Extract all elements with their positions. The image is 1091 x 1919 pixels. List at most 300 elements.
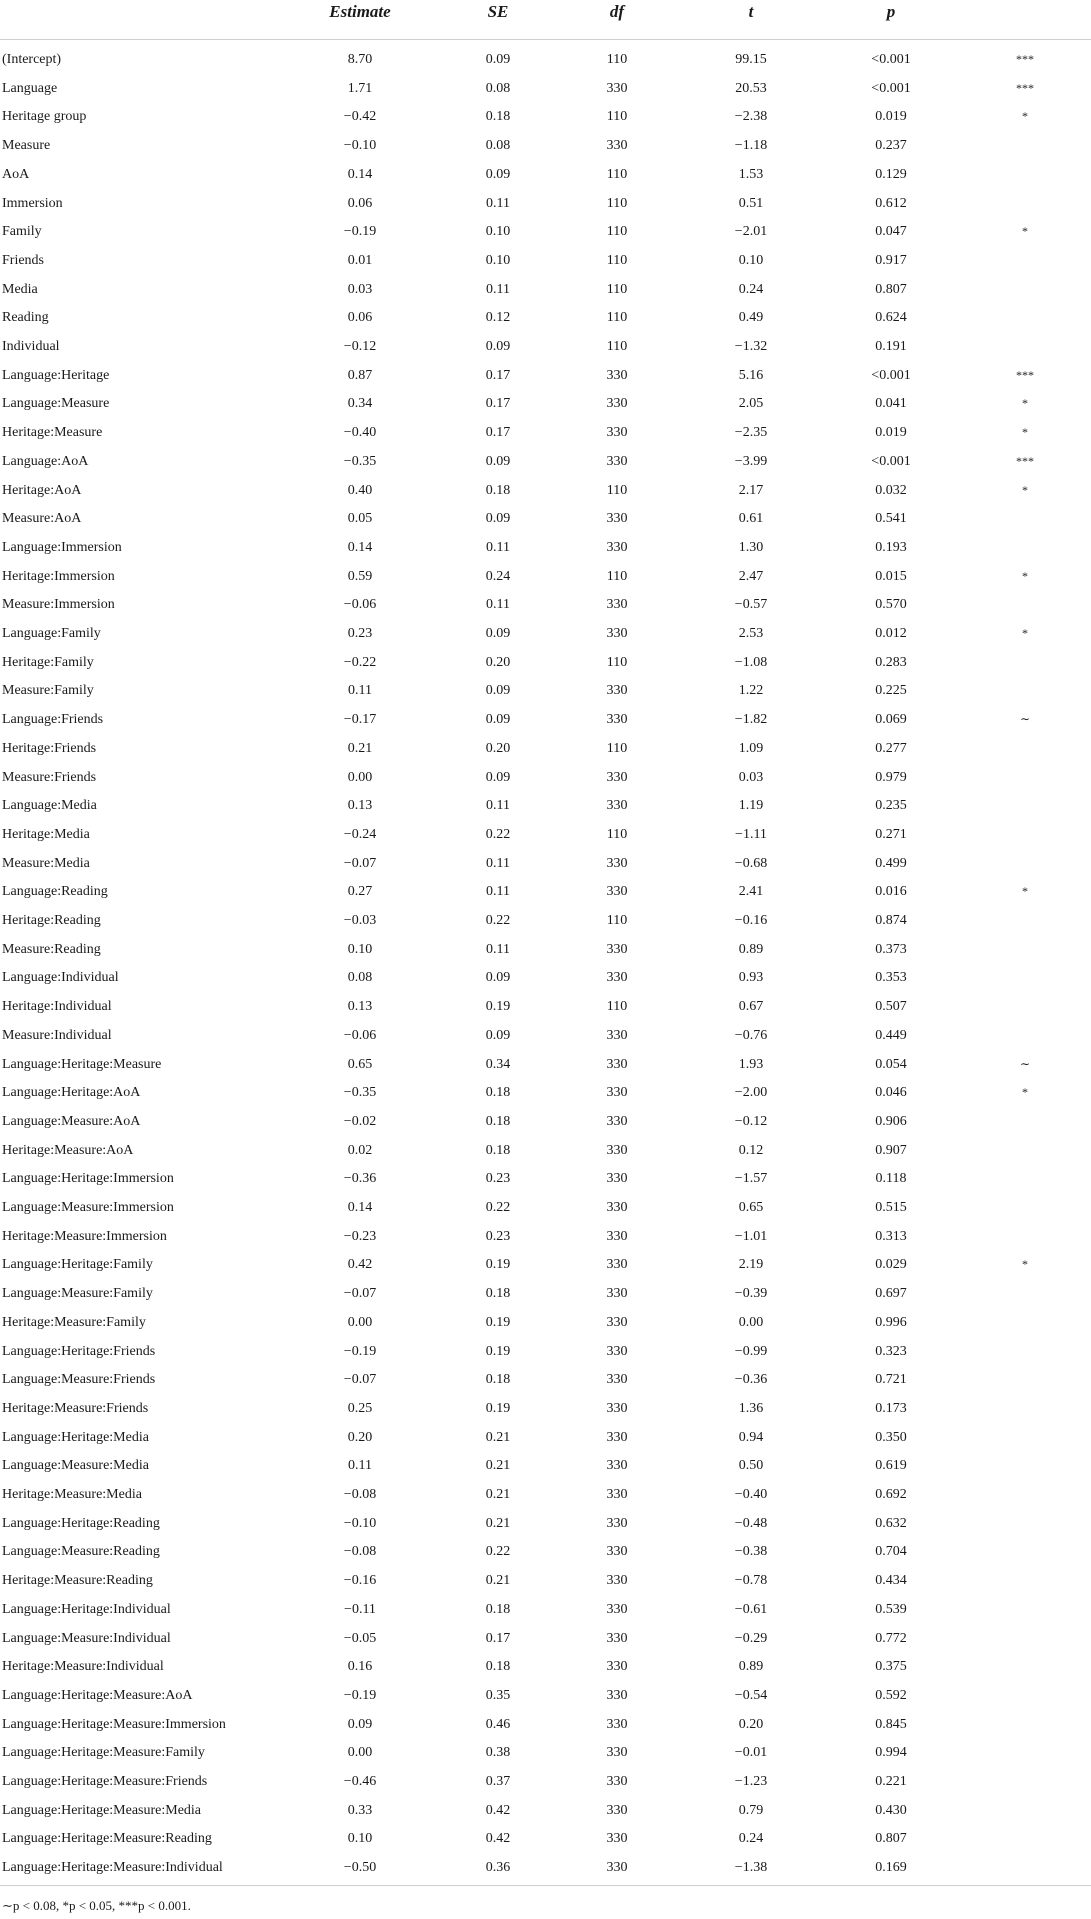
table-row	[0, 282, 1091, 311]
df-cell: 330	[606, 1314, 628, 1330]
t-cell: 0.67	[738, 999, 764, 1015]
estimate-cell: 0.05	[347, 511, 373, 527]
df-cell: 110	[606, 224, 628, 240]
estimate-cell: 0.09	[347, 1716, 373, 1732]
t-cell: 0.65	[738, 1200, 764, 1215]
p-cell: 0.592	[875, 1687, 907, 1703]
se-cell: 0.09	[485, 769, 511, 785]
table-row	[0, 1085, 1091, 1114]
estimate-cell: 0.59	[347, 568, 373, 584]
row-label: Language:Measure:AoA	[2, 1113, 141, 1129]
estimate-cell: 0.14	[347, 539, 373, 555]
row-label: Heritage group	[2, 109, 87, 125]
t-cell: 5.16	[738, 367, 764, 383]
estimate-cell: 0.08	[347, 970, 373, 986]
estimate-cell: −0.19	[343, 224, 377, 240]
estimate-cell: −0.08	[343, 1487, 377, 1502]
estimate-cell: 0.65	[347, 1056, 373, 1072]
se-cell: 0.19	[485, 1400, 511, 1416]
se-cell: 0.10	[485, 252, 511, 268]
estimate-cell: −0.42	[343, 109, 377, 125]
estimate-cell: 0.10	[347, 941, 373, 957]
p-cell: 0.539	[875, 1601, 907, 1617]
p-cell: 0.874	[875, 913, 907, 928]
p-cell: 0.375	[875, 1659, 907, 1675]
estimate-cell: −0.22	[343, 654, 377, 670]
se-cell: 0.09	[485, 511, 511, 527]
se-cell: 0.09	[485, 1027, 511, 1043]
table-row	[0, 1401, 1091, 1430]
t-cell: 0.03	[738, 769, 764, 785]
se-cell: 0.23	[485, 1171, 511, 1187]
se-cell: 0.21	[485, 1573, 511, 1589]
row-label: Friends	[2, 252, 44, 268]
df-cell: 330	[606, 1802, 628, 1818]
estimate-cell: 0.27	[347, 884, 373, 900]
df-cell: 330	[606, 1573, 628, 1589]
estimate-cell: 0.00	[347, 1314, 373, 1330]
table-header	[0, 0, 1091, 40]
p-cell: 0.237	[875, 138, 907, 154]
se-cell: 0.34	[485, 1056, 511, 1072]
estimate-cell: −0.19	[343, 1343, 377, 1359]
df-cell: 110	[606, 339, 628, 354]
p-cell: 0.235	[875, 798, 907, 814]
row-label: Heritage:Reading	[2, 913, 101, 928]
df-cell: 330	[606, 396, 628, 412]
estimate-cell: 0.03	[347, 281, 373, 297]
se-cell: 0.42	[485, 1831, 511, 1847]
df-cell: 330	[606, 1257, 628, 1273]
df-cell: 330	[606, 138, 628, 154]
df-cell: 330	[606, 798, 628, 814]
df-cell: 110	[606, 740, 628, 756]
p-cell: 0.430	[875, 1802, 907, 1818]
header-df: df	[609, 2, 625, 21]
p-cell: 0.283	[875, 654, 907, 670]
se-cell: 0.11	[486, 798, 510, 814]
table-row	[0, 52, 1091, 81]
table-row	[0, 1458, 1091, 1487]
table-row	[0, 425, 1091, 454]
table-row	[0, 1688, 1091, 1717]
estimate-cell: −0.08	[343, 1544, 377, 1560]
t-cell: 0.89	[738, 941, 764, 957]
t-cell: 1.22	[738, 683, 764, 699]
df-cell: 330	[606, 626, 628, 641]
se-cell: 0.24	[485, 568, 511, 584]
row-label: Measure:AoA	[2, 511, 82, 527]
p-cell: 0.019	[875, 425, 907, 441]
table-row	[0, 1430, 1091, 1459]
row-label: Immersion	[2, 195, 63, 211]
significance-cell: ∼	[1019, 712, 1031, 727]
df-cell: 330	[606, 1687, 628, 1703]
t-cell: 0.24	[738, 1831, 764, 1847]
df-cell: 330	[606, 425, 628, 441]
table-row	[0, 597, 1091, 626]
se-cell: 0.35	[485, 1687, 511, 1703]
p-cell: 0.704	[875, 1544, 907, 1560]
table-row	[0, 1745, 1091, 1774]
df-cell: 330	[606, 1343, 628, 1359]
table-row	[0, 109, 1091, 138]
df-cell: 330	[606, 1860, 628, 1876]
table-footnote: ∼p < 0.08, *p < 0.05, ***p < 0.001.	[2, 1898, 191, 1913]
table-row	[0, 770, 1091, 799]
df-cell: 330	[606, 1372, 628, 1388]
se-cell: 0.22	[485, 1200, 511, 1215]
row-label: Language:Measure:Individual	[2, 1630, 171, 1646]
se-cell: 0.21	[485, 1515, 511, 1531]
se-cell: 0.18	[485, 1085, 511, 1101]
t-cell: −1.08	[734, 654, 768, 670]
df-cell: 330	[606, 970, 628, 986]
table-row	[0, 81, 1091, 110]
estimate-cell: −0.03	[343, 913, 377, 928]
df-cell: 330	[606, 453, 628, 469]
df-cell: 330	[606, 1228, 628, 1244]
row-label: Language:Measure:Friends	[2, 1372, 156, 1388]
table-row	[0, 1631, 1091, 1660]
t-cell: 2.41	[738, 884, 764, 900]
p-cell: 0.772	[875, 1630, 907, 1646]
table-row	[0, 196, 1091, 225]
table-row	[0, 1200, 1091, 1229]
p-cell: 0.069	[875, 712, 907, 728]
se-cell: 0.21	[485, 1458, 511, 1474]
se-cell: 0.19	[485, 999, 511, 1015]
estimate-cell: −0.36	[343, 1171, 377, 1187]
t-cell: 0.94	[738, 1429, 764, 1445]
estimate-cell: −0.11	[344, 1601, 376, 1617]
row-label: Family	[2, 224, 42, 240]
row-label: Language:Measure:Media	[2, 1458, 149, 1474]
se-cell: 0.19	[485, 1314, 511, 1330]
row-label: Language:Heritage:Measure:AoA	[2, 1687, 193, 1703]
t-cell: 0.79	[738, 1802, 764, 1818]
table-row	[0, 856, 1091, 885]
table-row	[0, 798, 1091, 827]
se-cell: 0.09	[485, 683, 511, 699]
header-t: t	[748, 2, 754, 21]
t-cell: 1.93	[738, 1056, 764, 1072]
table-row	[0, 454, 1091, 483]
t-cell: 2.53	[738, 626, 764, 641]
df-cell: 330	[606, 1458, 628, 1474]
se-cell: 0.37	[485, 1774, 511, 1789]
df-cell: 330	[606, 1659, 628, 1675]
table-row	[0, 626, 1091, 655]
se-cell: 0.11	[486, 597, 510, 613]
significance-cell: ***	[1016, 52, 1034, 66]
estimate-cell: −0.24	[343, 826, 377, 842]
estimate-cell: 0.16	[347, 1659, 373, 1675]
significance-cell: *	[1022, 626, 1028, 640]
row-label: Language:Measure:Immersion	[2, 1200, 174, 1215]
t-cell: 2.17	[738, 482, 764, 498]
p-cell: 0.350	[875, 1429, 907, 1445]
row-label: Heritage:Media	[2, 826, 90, 842]
df-cell: 110	[606, 826, 628, 842]
table-row	[0, 712, 1091, 741]
table-row	[0, 1516, 1091, 1545]
p-cell: 0.225	[875, 683, 907, 699]
t-cell: −0.40	[734, 1487, 768, 1502]
df-cell: 110	[606, 913, 628, 928]
p-cell: 0.807	[875, 281, 907, 297]
row-label: Language:Heritage:Immersion	[2, 1171, 174, 1187]
t-cell: −0.54	[734, 1687, 768, 1703]
estimate-cell: 0.87	[347, 367, 373, 383]
se-cell: 0.17	[485, 425, 511, 441]
t-cell: −0.39	[734, 1286, 768, 1302]
se-cell: 0.09	[485, 453, 511, 469]
df-cell: 330	[606, 1831, 628, 1847]
significance-cell: *	[1022, 482, 1028, 497]
t-cell: 0.61	[738, 511, 764, 527]
header-p: p	[886, 2, 896, 21]
se-cell: 0.12	[485, 310, 511, 326]
significance-cell: *	[1022, 396, 1028, 411]
row-label: Language:Individual	[2, 970, 119, 986]
estimate-cell: −0.12	[343, 339, 377, 354]
footer-rule	[0, 1885, 1091, 1886]
row-label: Reading	[2, 310, 49, 326]
header-estimate: Estimate	[329, 2, 391, 21]
se-cell: 0.22	[485, 826, 511, 842]
df-cell: 110	[606, 195, 628, 211]
row-label: Language:Family	[2, 626, 101, 641]
table-row	[0, 1229, 1091, 1258]
p-cell: 0.041	[875, 396, 907, 412]
p-cell: 0.032	[875, 482, 907, 498]
t-cell: 0.49	[738, 310, 764, 326]
significance-cell: *	[1022, 109, 1028, 124]
estimate-cell: −0.40	[343, 425, 377, 441]
se-cell: 0.22	[485, 913, 511, 928]
t-cell: −0.57	[734, 597, 768, 613]
row-label: Language	[2, 80, 58, 96]
row-label: Media	[2, 281, 38, 297]
row-label: Language:Measure	[2, 396, 110, 412]
p-cell: 0.979	[875, 769, 907, 785]
df-cell: 110	[606, 281, 628, 297]
estimate-cell: −0.07	[343, 1372, 377, 1388]
df-cell: 330	[606, 712, 628, 728]
table-row	[0, 913, 1091, 942]
row-label: Language:Heritage:Family	[2, 1257, 153, 1273]
df-cell: 330	[606, 1027, 628, 1043]
se-cell: 0.18	[485, 109, 511, 125]
t-cell: −3.99	[734, 453, 768, 469]
t-cell: −0.48	[734, 1515, 768, 1531]
se-cell: 0.09	[485, 712, 511, 728]
p-cell: 0.906	[875, 1113, 907, 1129]
p-cell: 0.624	[875, 310, 907, 326]
se-cell: 0.17	[485, 1630, 511, 1646]
p-cell: 0.193	[875, 539, 907, 555]
significance-cell: *	[1022, 568, 1028, 583]
header-rule	[0, 39, 1091, 40]
df-cell: 330	[606, 1774, 628, 1789]
df-cell: 330	[606, 1630, 628, 1646]
t-cell: −1.57	[734, 1171, 768, 1187]
significance-cell: ***	[1016, 453, 1034, 468]
t-cell: −1.32	[734, 339, 768, 354]
table-row	[0, 1286, 1091, 1315]
table-row	[0, 942, 1091, 971]
significance-cell: *	[1022, 425, 1028, 440]
df-cell: 330	[606, 1429, 628, 1445]
estimate-cell: 0.14	[347, 1200, 373, 1215]
t-cell: −1.01	[734, 1228, 768, 1244]
p-cell: 0.191	[875, 339, 907, 354]
se-cell: 0.18	[485, 1142, 511, 1158]
p-cell: 0.996	[875, 1314, 907, 1330]
df-cell: 330	[606, 1544, 628, 1560]
t-cell: 0.10	[738, 252, 764, 268]
df-cell: 110	[606, 166, 628, 182]
p-cell: 0.434	[875, 1573, 907, 1589]
t-cell: 1.30	[738, 539, 764, 555]
t-cell: 20.53	[735, 80, 767, 96]
t-cell: −2.00	[734, 1085, 768, 1101]
se-cell: 0.08	[485, 80, 511, 96]
t-cell: 0.20	[738, 1716, 764, 1732]
row-label: Heritage:Measure:Reading	[2, 1573, 153, 1589]
se-cell: 0.20	[485, 654, 511, 670]
t-cell: −0.99	[734, 1343, 768, 1359]
t-cell: −0.16	[734, 913, 768, 928]
df-cell: 110	[606, 654, 628, 670]
t-cell: −0.38	[734, 1544, 768, 1560]
p-cell: 0.373	[875, 941, 907, 957]
t-cell: 1.53	[738, 166, 764, 182]
p-cell: 0.845	[875, 1716, 907, 1732]
estimate-cell: 0.11	[348, 1458, 372, 1474]
df-cell: 330	[606, 683, 628, 699]
se-cell: 0.21	[485, 1487, 511, 1502]
p-cell: 0.697	[875, 1286, 907, 1302]
estimate-cell: 0.20	[347, 1429, 373, 1445]
row-label: (Intercept)	[2, 52, 62, 67]
row-label: Heritage:Measure:Family	[2, 1314, 146, 1330]
p-cell: 0.019	[875, 109, 907, 125]
df-cell: 110	[606, 109, 628, 125]
se-cell: 0.10	[485, 224, 511, 240]
df-cell: 110	[606, 310, 628, 326]
row-label: Language:Heritage:Friends	[2, 1343, 156, 1359]
row-label: Language:Immersion	[2, 539, 122, 555]
row-label: Heritage:AoA	[2, 482, 82, 498]
row-label: Measure:Individual	[2, 1027, 112, 1043]
table-row	[0, 1803, 1091, 1832]
df-cell: 110	[606, 52, 628, 67]
p-cell: 0.129	[875, 166, 907, 182]
t-cell: −0.36	[734, 1372, 768, 1388]
row-label: Language:Heritage:Individual	[2, 1601, 171, 1617]
table-row	[0, 1028, 1091, 1057]
table-row	[0, 1602, 1091, 1631]
row-label: Heritage:Friends	[2, 740, 97, 756]
significance-cell: *	[1022, 884, 1028, 899]
table-row	[0, 1659, 1091, 1688]
df-cell: 110	[606, 482, 628, 498]
p-cell: 0.118	[875, 1171, 907, 1187]
se-cell: 0.11	[486, 539, 510, 555]
p-cell: 0.807	[875, 1831, 907, 1847]
significance-cell: ***	[1016, 80, 1034, 95]
table-row	[0, 970, 1091, 999]
estimate-cell: −0.46	[343, 1774, 377, 1789]
estimate-cell: −0.23	[343, 1228, 377, 1244]
row-label: Measure	[2, 138, 51, 154]
estimate-cell: −0.05	[343, 1630, 377, 1646]
table-row	[0, 741, 1091, 770]
t-cell: −2.01	[734, 224, 768, 240]
se-cell: 0.38	[485, 1745, 511, 1761]
se-cell: 0.46	[485, 1716, 511, 1732]
df-cell: 330	[606, 1171, 628, 1187]
row-label: Language:Heritage:Measure:Friends	[2, 1774, 208, 1789]
p-cell: 0.692	[875, 1487, 907, 1502]
df-cell: 110	[606, 568, 628, 584]
estimate-cell: −0.50	[343, 1860, 377, 1876]
row-label: Language:Heritage:Reading	[2, 1515, 160, 1531]
df-cell: 330	[606, 1113, 628, 1129]
table-row	[0, 368, 1091, 397]
p-cell: 0.029	[875, 1257, 907, 1273]
df-cell: 110	[606, 252, 628, 268]
p-cell: 0.054	[875, 1056, 907, 1072]
df-cell: 330	[606, 769, 628, 785]
p-cell: 0.353	[875, 970, 907, 986]
estimate-cell: 0.42	[347, 1257, 373, 1273]
estimate-cell: −0.07	[343, 1286, 377, 1302]
t-cell: −0.68	[734, 855, 768, 871]
row-label: Language:Heritage:Measure:Individual	[2, 1860, 223, 1876]
estimate-cell: 1.71	[347, 80, 373, 96]
significance-cell: ***	[1016, 367, 1034, 382]
df-cell: 330	[606, 1515, 628, 1531]
se-cell: 0.09	[485, 970, 511, 986]
se-cell: 0.09	[485, 339, 511, 354]
t-cell: 1.36	[738, 1400, 764, 1416]
p-cell: 0.917	[875, 252, 907, 268]
t-cell: 1.09	[738, 740, 764, 756]
table-row	[0, 138, 1091, 167]
p-cell: 0.541	[875, 511, 907, 527]
estimate-cell: 0.06	[347, 310, 373, 326]
p-cell: 0.313	[875, 1228, 907, 1244]
estimate-cell: 0.13	[347, 798, 373, 814]
row-label: Language:Heritage:Measure:Family	[2, 1745, 205, 1761]
table-row	[0, 1257, 1091, 1286]
df-cell: 330	[606, 1085, 628, 1101]
p-cell: 0.046	[875, 1085, 907, 1101]
p-cell: 0.507	[875, 999, 907, 1015]
table-row	[0, 1114, 1091, 1143]
estimate-cell: 0.06	[347, 195, 373, 211]
t-cell: −0.01	[734, 1745, 768, 1761]
estimate-cell: −0.07	[343, 855, 377, 871]
t-cell: −0.76	[734, 1027, 768, 1043]
df-cell: 330	[606, 1716, 628, 1732]
row-label: Language:Reading	[2, 884, 108, 900]
table-row	[0, 884, 1091, 913]
p-cell: 0.570	[875, 597, 907, 613]
